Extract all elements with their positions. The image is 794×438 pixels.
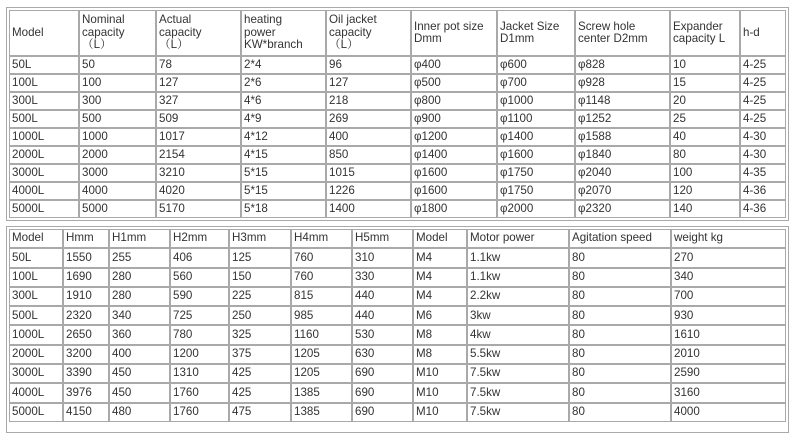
column-header: weight kg [671, 229, 786, 248]
column-header-line: power [244, 25, 276, 39]
table-cell: φ700 [497, 74, 575, 92]
table-cell: 4-25 [740, 92, 786, 110]
table-cell: 7.5kw [467, 364, 569, 383]
table-cell: M4 [413, 248, 467, 267]
table-cell: 280 [109, 268, 170, 287]
column-header [9, 10, 79, 56]
table-cell: 1015 [326, 164, 411, 182]
table-cell: 5*18 [241, 200, 326, 218]
column-header-line: （L） [82, 38, 112, 52]
table-cell: 440 [352, 287, 413, 306]
table-cell: 530 [352, 325, 413, 344]
table-cell: 300L [9, 92, 79, 110]
column-header-line: Oil jacket [329, 13, 377, 27]
table-cell: 4000 [671, 403, 786, 422]
table-cell: 120 [670, 182, 740, 200]
table-cell: 100 [670, 164, 740, 182]
table-cell: 140 [670, 200, 740, 218]
table-cell: φ1100 [497, 110, 575, 128]
table-cell: 2000L [9, 146, 79, 164]
table-cell: 4150 [63, 403, 109, 422]
table-row [9, 306, 786, 325]
table-cell: 1.1kw [467, 248, 569, 267]
table-cell: 1910 [63, 287, 109, 306]
table-cell: 690 [352, 403, 413, 422]
table-cell: 930 [671, 306, 786, 325]
table-cell: M4 [413, 287, 467, 306]
table-cell: 425 [229, 364, 291, 383]
table-cell: 40 [670, 128, 740, 146]
table-cell: 440 [352, 306, 413, 325]
column-header-line: heating [244, 13, 283, 27]
table-row [9, 364, 786, 383]
table-cell: 1205 [291, 345, 352, 364]
table-cell: φ828 [575, 56, 670, 74]
table-row [9, 146, 786, 164]
table-cell: φ900 [411, 110, 497, 128]
table-cell: 330 [352, 268, 413, 287]
column-header-line: h-d [743, 25, 760, 39]
table-cell: φ2000 [497, 200, 575, 218]
column-header-line: capacity [82, 25, 125, 39]
table-cell: 3976 [63, 383, 109, 402]
table-cell: 1160 [291, 325, 352, 344]
column-header-line: center D2mm [578, 32, 648, 45]
table-cell: 50L [9, 248, 63, 267]
table-cell: φ1600 [411, 182, 497, 200]
table-cell: 1000 [79, 128, 156, 146]
table-cell: M6 [413, 306, 467, 325]
table-cell: 80 [569, 364, 671, 383]
column-header-line: Dmm [414, 32, 442, 45]
table-cell: 406 [170, 248, 229, 267]
column-header-line: KW*branch [244, 38, 303, 52]
table-cell: 425 [229, 383, 291, 402]
table-cell: 340 [109, 306, 170, 325]
table-cell: 4*12 [241, 128, 326, 146]
table-cell: 96 [326, 56, 411, 74]
table-cell: 4-35 [740, 164, 786, 182]
table-cell: φ1750 [497, 182, 575, 200]
table-cell: 4-25 [740, 110, 786, 128]
table-cell: 2010 [671, 345, 786, 364]
table-cell: 80 [569, 325, 671, 344]
column-header [79, 10, 156, 56]
table-cell: 5000L [9, 200, 79, 218]
table-cell: 815 [291, 287, 352, 306]
column-header: Model [9, 229, 63, 248]
table-cell: 4*9 [241, 110, 326, 128]
specs-table-container [6, 7, 789, 221]
table-cell: 50 [79, 56, 156, 74]
table-cell: 1610 [671, 325, 786, 344]
column-header [156, 10, 241, 56]
table-cell: 7.5kw [467, 383, 569, 402]
table-cell: 100 [79, 74, 156, 92]
table-cell: φ1600 [497, 146, 575, 164]
table-cell: 80 [569, 345, 671, 364]
table-cell: φ928 [575, 74, 670, 92]
table-cell: 325 [229, 325, 291, 344]
table-cell: 1017 [156, 128, 241, 146]
dimensions-table-container [6, 226, 789, 433]
table-cell: 4000 [79, 182, 156, 200]
table-cell: 4-36 [740, 182, 786, 200]
table-cell: 5*15 [241, 182, 326, 200]
table-cell: 3160 [671, 383, 786, 402]
column-header-line: Jacket Size [500, 19, 560, 33]
table-cell: φ1400 [411, 146, 497, 164]
column-header-line: capacity [159, 25, 202, 39]
table-cell: 4-25 [740, 56, 786, 74]
table-cell: φ800 [411, 92, 497, 110]
table-row [9, 74, 786, 92]
table-cell: 80 [569, 268, 671, 287]
column-header: Agitation speed [569, 229, 671, 248]
table-cell: 270 [671, 248, 786, 267]
column-header-line: Actual [159, 13, 192, 27]
table-cell: φ1148 [575, 92, 670, 110]
table-row [9, 92, 786, 110]
table-cell: φ1588 [575, 128, 670, 146]
table-cell: 700 [671, 287, 786, 306]
table-row [9, 56, 786, 74]
table-cell: 100L [9, 74, 79, 92]
table-cell: 1.1kw [467, 268, 569, 287]
table-cell: 4*6 [241, 92, 326, 110]
table-cell: 590 [170, 287, 229, 306]
table-row [9, 345, 786, 364]
table-cell: φ400 [411, 56, 497, 74]
table-row [9, 403, 786, 422]
column-header [326, 10, 411, 56]
table-cell: 690 [352, 383, 413, 402]
column-header-line: capacity [329, 25, 372, 39]
table-cell: 690 [352, 364, 413, 383]
table-cell: 2590 [671, 364, 786, 383]
table-cell: 80 [569, 403, 671, 422]
table-cell: 2000 [79, 146, 156, 164]
table-cell: 1400 [326, 200, 411, 218]
table-cell: 780 [170, 325, 229, 344]
table-cell: 25 [670, 110, 740, 128]
table-row [9, 110, 786, 128]
column-header: Motor power [467, 229, 569, 248]
table-cell: 80 [569, 306, 671, 325]
table-cell: φ2040 [575, 164, 670, 182]
table-cell: 3000L [9, 364, 63, 383]
table-cell: φ1400 [497, 128, 575, 146]
column-header [575, 10, 670, 56]
header-row [9, 10, 786, 56]
table-cell: 2320 [63, 306, 109, 325]
table-cell: 2650 [63, 325, 109, 344]
table-cell: 127 [156, 74, 241, 92]
column-header-line: D1mm [500, 32, 535, 45]
table-cell: φ2320 [575, 200, 670, 218]
table-row [9, 268, 786, 287]
table-cell: 280 [109, 287, 170, 306]
column-header [241, 10, 326, 56]
table-cell: φ1840 [575, 146, 670, 164]
table-cell: 100L [9, 268, 63, 287]
table-cell: 450 [109, 383, 170, 402]
table-cell: 760 [291, 248, 352, 267]
table-cell: 80 [569, 287, 671, 306]
column-header-line: Model [12, 25, 44, 39]
column-header: H3mm [229, 229, 291, 248]
table-cell: φ500 [411, 74, 497, 92]
table-cell: 327 [156, 92, 241, 110]
table-cell: 1200 [170, 345, 229, 364]
table-cell: 1385 [291, 383, 352, 402]
table-cell: 1000L [9, 325, 63, 344]
table-cell: 5.5kw [467, 345, 569, 364]
table-cell: 500 [79, 110, 156, 128]
column-header-line: Expander [673, 19, 723, 33]
table-cell: 3kw [467, 306, 569, 325]
column-header-line: Nominal [82, 13, 125, 27]
table-cell: 1385 [291, 403, 352, 422]
table-cell: 3210 [156, 164, 241, 182]
table-cell: 5000L [9, 403, 63, 422]
table-cell: 560 [170, 268, 229, 287]
table-cell: 269 [326, 110, 411, 128]
table-cell: 50L [9, 56, 79, 74]
column-header: H2mm [170, 229, 229, 248]
table-cell: φ1800 [411, 200, 497, 218]
table-cell: 15 [670, 74, 740, 92]
table-cell: 2.2kw [467, 287, 569, 306]
table-cell: 255 [109, 248, 170, 267]
column-header: H4mm [291, 229, 352, 248]
column-header-line: （L） [329, 38, 359, 52]
table-cell: 5000 [79, 200, 156, 218]
table-cell: 4-30 [740, 146, 786, 164]
table-cell: 4000L [9, 383, 63, 402]
column-header-line: （L） [159, 38, 189, 52]
table-cell: 4-25 [740, 74, 786, 92]
table-cell: 475 [229, 403, 291, 422]
table-cell: 1226 [326, 182, 411, 200]
table-cell: 4000L [9, 182, 79, 200]
table-cell: 2*6 [241, 74, 326, 92]
table-cell: 125 [229, 248, 291, 267]
column-header [497, 10, 575, 56]
table-cell: 300 [79, 92, 156, 110]
table-cell: 5170 [156, 200, 241, 218]
table-cell: 2000L [9, 345, 63, 364]
table-cell: 340 [671, 268, 786, 287]
column-header: H5mm [352, 229, 413, 248]
table-cell: 250 [229, 306, 291, 325]
table-cell: 400 [109, 345, 170, 364]
table-cell: 3200 [63, 345, 109, 364]
table-cell: 4-30 [740, 128, 786, 146]
table-row [9, 383, 786, 402]
table-cell: 4-36 [740, 200, 786, 218]
table-cell: 630 [352, 345, 413, 364]
table-cell: 850 [326, 146, 411, 164]
table-cell: 1760 [170, 383, 229, 402]
table-row [9, 164, 786, 182]
table-cell: M10 [413, 383, 467, 402]
table-cell: 218 [326, 92, 411, 110]
table-cell: 300L [9, 287, 63, 306]
table-row [9, 325, 786, 344]
dimensions-specs-table [9, 229, 786, 422]
table-cell: φ2070 [575, 182, 670, 200]
table-cell: 500L [9, 306, 63, 325]
table-row [9, 182, 786, 200]
table-cell: 4kw [467, 325, 569, 344]
table-cell: 760 [291, 268, 352, 287]
table-cell: 500L [9, 110, 79, 128]
table-cell: φ1600 [411, 164, 497, 182]
table-cell: 80 [670, 146, 740, 164]
column-header-line: Inner pot size [414, 19, 484, 33]
column-header: Hmm [63, 229, 109, 248]
table-row [9, 128, 786, 146]
column-header [670, 10, 740, 56]
column-header: H1mm [109, 229, 170, 248]
table-cell: 2154 [156, 146, 241, 164]
table-cell: 400 [326, 128, 411, 146]
table-cell: 127 [326, 74, 411, 92]
table-cell: M4 [413, 268, 467, 287]
table-cell: 1205 [291, 364, 352, 383]
table-cell: 5*15 [241, 164, 326, 182]
table-cell: φ1750 [497, 164, 575, 182]
table-cell: 450 [109, 364, 170, 383]
table-cell: 3000 [79, 164, 156, 182]
table-cell: φ1000 [497, 92, 575, 110]
column-header-line: Screw hole [578, 19, 636, 33]
table-cell: 20 [670, 92, 740, 110]
table-cell: 2*4 [241, 56, 326, 74]
column-header: Model [413, 229, 467, 248]
table-cell: M10 [413, 364, 467, 383]
table-cell: 150 [229, 268, 291, 287]
table-cell: 78 [156, 56, 241, 74]
table-cell: 1310 [170, 364, 229, 383]
table-cell: M10 [413, 403, 467, 422]
table-cell: 725 [170, 306, 229, 325]
table-cell: 7.5kw [467, 403, 569, 422]
table-cell: 80 [569, 248, 671, 267]
table-cell: 4020 [156, 182, 241, 200]
table-row [9, 287, 786, 306]
column-header-line: capacity L [673, 32, 726, 45]
header-row [9, 229, 786, 248]
table-cell: 480 [109, 403, 170, 422]
capacity-specs-table [9, 10, 786, 218]
table-cell: 80 [569, 383, 671, 402]
table-cell: 1760 [170, 403, 229, 422]
table-cell: 1550 [63, 248, 109, 267]
table-cell: φ600 [497, 56, 575, 74]
table-row [9, 248, 786, 267]
table-cell: 3000L [9, 164, 79, 182]
table-cell: 225 [229, 287, 291, 306]
table-cell: M8 [413, 345, 467, 364]
table-cell: φ1200 [411, 128, 497, 146]
table-cell: 509 [156, 110, 241, 128]
table-cell: 1000L [9, 128, 79, 146]
table-cell: 10 [670, 56, 740, 74]
table-row [9, 200, 786, 218]
table-cell: φ1252 [575, 110, 670, 128]
table-cell: 985 [291, 306, 352, 325]
table-cell: 310 [352, 248, 413, 267]
table-cell: 3390 [63, 364, 109, 383]
column-header [411, 10, 497, 56]
table-cell: 1690 [63, 268, 109, 287]
table-cell: 360 [109, 325, 170, 344]
column-header [740, 10, 786, 56]
table-cell: M8 [413, 325, 467, 344]
table-cell: 375 [229, 345, 291, 364]
table-cell: 4*15 [241, 146, 326, 164]
